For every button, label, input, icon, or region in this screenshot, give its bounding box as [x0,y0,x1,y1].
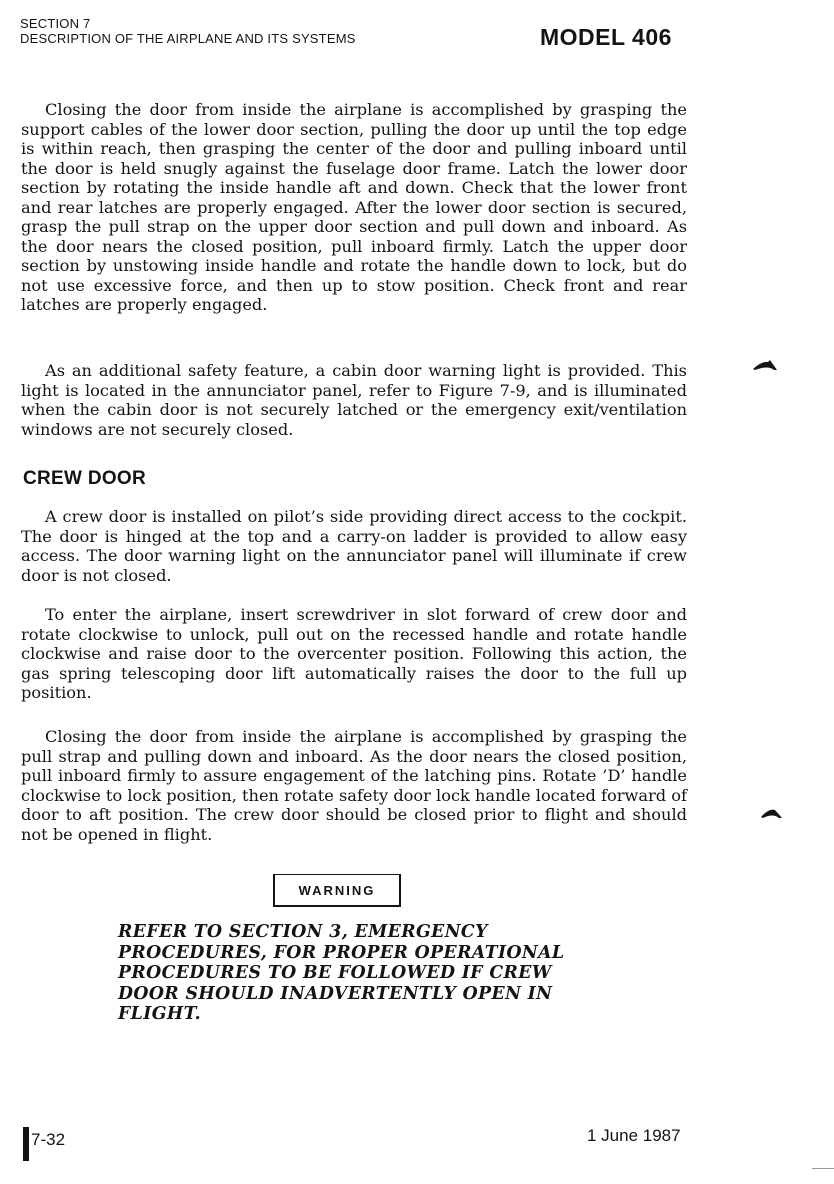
revision-mark-icon [752,358,778,372]
section-number: SECTION 7 [20,16,91,31]
paragraph-entering-airplane: To enter the airplane, insert screwdriver in slot forward of crew door and rotate clockwise to unlock, pull out on the recessed handle and rotate handle clockwise and raise door to the overcenter position. Following this action, the gas spring telescoping door lift automatically raises the door to the full up position. [21,605,687,702]
section-title: DESCRIPTION OF THE AIRPLANE AND ITS SYSTEMS [20,31,356,46]
paragraph-crew-door-description: A crew door is installed on pilot’s side providing direct access to the cockpit. The door is hinged at the top and a carry-on ladder is provided to allow easy access. The door warning light on the annunciator panel will illuminate if crew door is not closed. [21,507,687,585]
scan-edge-line [812,1168,834,1169]
page-number: 7-32 [31,1130,66,1149]
revision-mark-icon [760,806,784,820]
section-header [20,16,356,46]
model-title: MODEL 406 [540,24,672,50]
page-date: 1 June 1987 [587,1126,681,1145]
warning-text: REFER TO SECTION 3, EMERGENCY PROCEDURES, FOR PROPER OPERATIONAL PROCEDURES TO BE FOLLOWED IF CREW DOOR SHOULD INADVERTENTLY OPEN IN FLIGHT. [118,922,565,1024]
paragraph-closing-crew-door: Closing the door from inside the airplane is accomplished by grasping the pull strap and pulling down and inboard. As the door nears the closed position, pull inboard firmly to assure engagement of the latching pins. Rotate ’D’ handle clockwise to lock position, then rotate safety door lock handle located forward of door to aft position. The crew door should be closed prior to flight and should not be opened in flight. [21,727,687,844]
paragraph-cabin-door-warning-light: As an additional safety feature, a cabin door warning light is provided. This light is located in the annunciator panel, refer to Figure 7-9, and is illuminated when the cabin door is not securely latched or the emergency exit/ventilation windows are not securely closed. [21,361,687,439]
warning-label: WARNING [298,882,376,898]
crew-door-heading: CREW DOOR [23,468,147,489]
change-bar-icon [23,1127,29,1161]
paragraph-closing-cabin-door: Closing the door from inside the airplane is accomplished by grasping the support cables of the lower door section, pulling the door up until the top edge is within reach, then grasping the center of the door and pulling inboard until the door is held snugly against the fuselage door frame. Latch the lower door section by rotating the inside handle aft and down. Check that the lower front and rear latches are properly engaged. After the lower door section is secured, grasp the pull strap on the upper door section and pull down and inboard. As the door nears the closed position, pull inboard firmly. Latch the upper door section by unstowing inside handle and rotate the handle down to lock, but do not use excessive force, and then up to stow position. Check front and rear latches are properly engaged. [21,100,687,314]
warning-label-box [273,874,401,907]
